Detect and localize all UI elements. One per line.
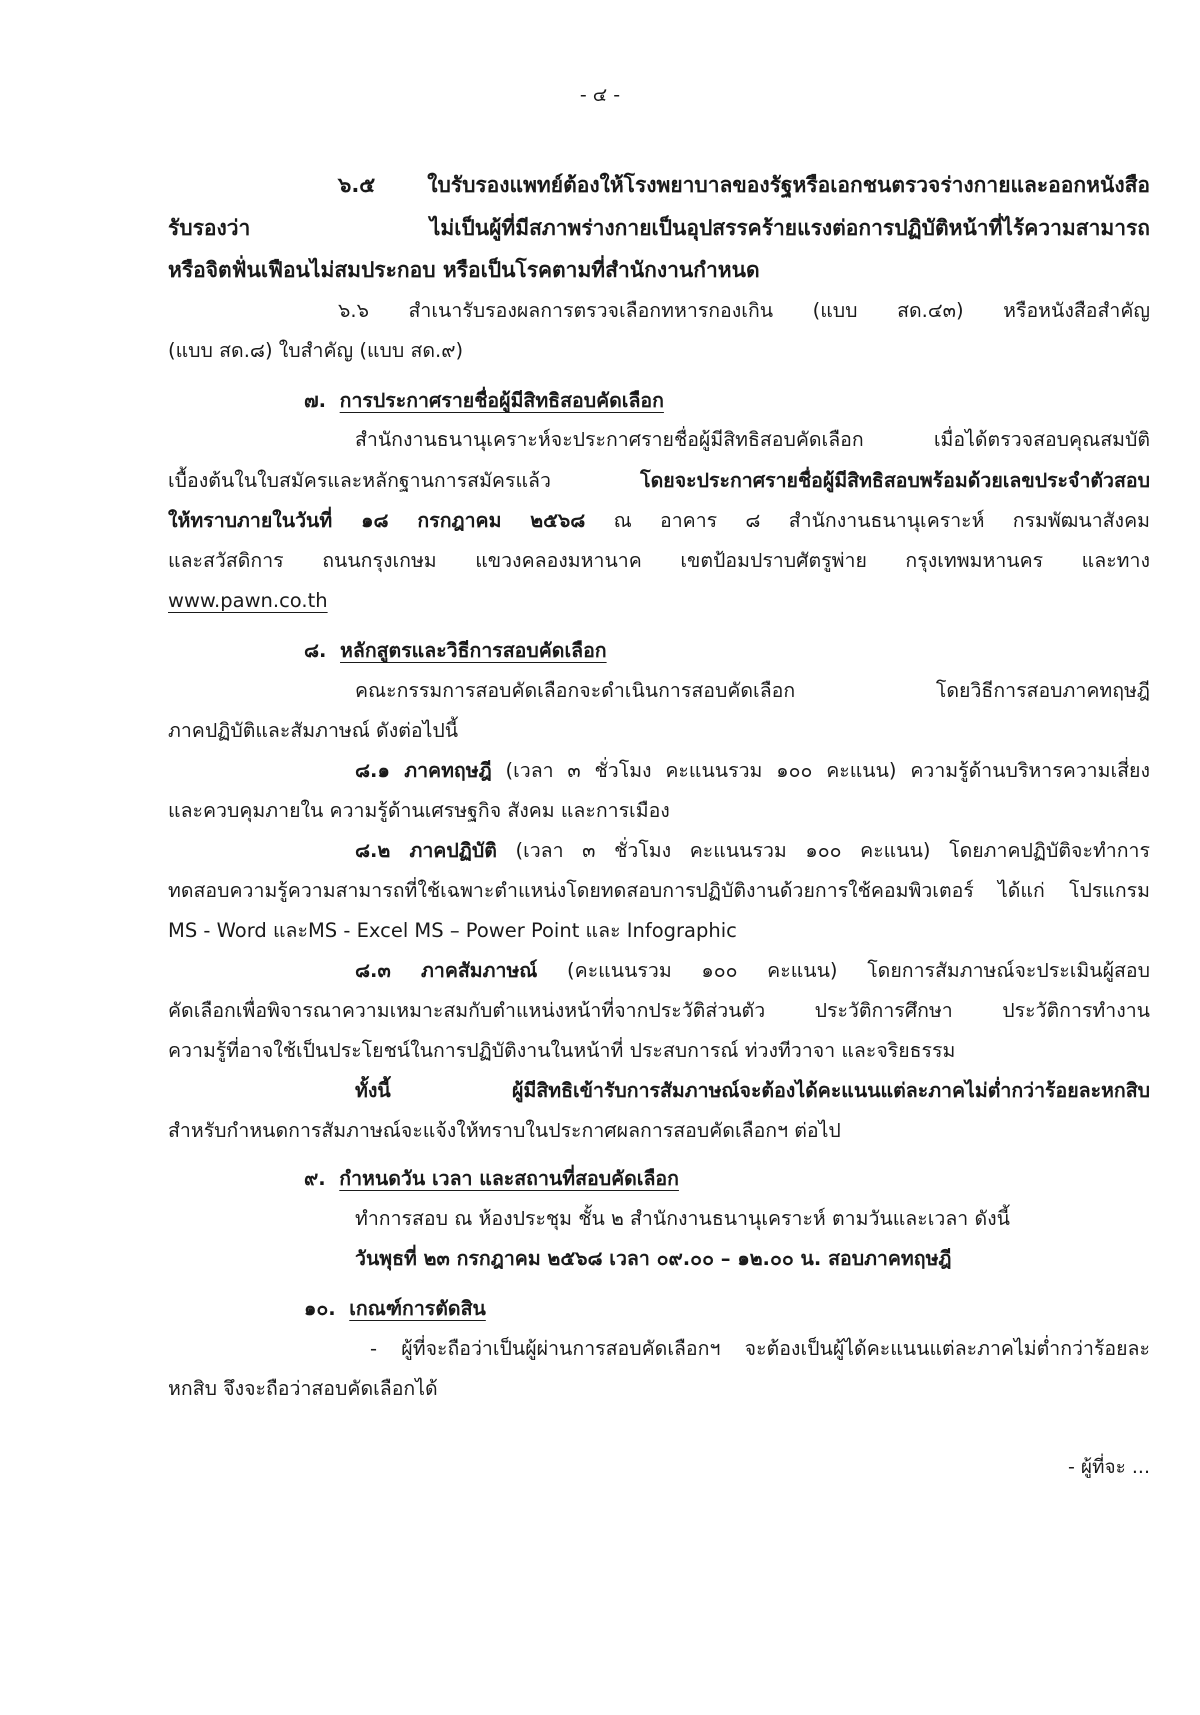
s8-1-line-1 [355,756,1150,786]
s7-line-3-normal: ณ อาคาร ๘ สำนักงานธนานุเคราะห์ กรมพัฒนาสังคม [585,509,1150,532]
s8-1-rest: (เวลา ๓ ชั่วโมง คะแนนรวม ๑๐๐ คะแนน) ความรู้ด้านบริหารความเสี่ยง [491,759,1151,782]
section-10-title: เกณฑ์การตัดสิน [349,1297,486,1320]
section-8-heading [304,636,607,666]
s6-6-line-2: (แบบ สด.๘) ใบสำคัญ (แบบ สด.๙) [168,339,464,362]
s6-5-line-3: หรือจิตฟั่นเฟือนไม่สมประกอบ หรือเป็นโรคตามที่สำนักงานกำหนด [168,258,760,282]
s8-2-rest: (เวลา ๓ ชั่วโมง คะแนนรวม ๑๐๐ คะแนน) โดยภาคปฏิบัติจะทำการ [496,839,1150,862]
s7-line-3-bold: ให้ทราบภายในวันที่ ๑๘ กรกฎาคม ๒๕๖๘ [168,509,586,532]
s8-line-2: ภาคปฏิบัติและสัมภาษณ์ ดังต่อไปนี้ [168,719,459,742]
s8-2-line-1 [355,836,1150,866]
s10-line-2: หกสิบ จึงจะถือว่าสอบคัดเลือกได้ [168,1377,438,1400]
s7-line-1: สำนักงานธนานุเคราะห์จะประกาศรายชื่อผู้มีสิทธิสอบคัดเลือก เมื่อได้ตรวจสอบคุณสมบัติ [355,428,1150,451]
s8-3-line-1 [355,956,1150,986]
s9-exam-date: วันพุธที่ ๒๓ กรกฎาคม ๒๕๖๘ เวลา ๐๙.๐๐ – ๑๒.๐๐ น. สอบภาคทฤษฎี [355,1247,952,1270]
s6-5-line-1: ๖.๕ ใบรับรองแพทย์ต้องให้โรงพยาบาลของรัฐหรือเอกชนตรวจร่างกายและออกหนังสือ [338,173,1150,197]
section-10-number: ๑๐. [304,1297,336,1320]
s7-line-4: และสวัสดิการ ถนนกรุงเกษม แขวงคลองมหานาค เขตป้อมปราบศัตรูพ่าย กรุงเทพมหานคร และทาง [168,549,1150,572]
s6-6-line-1: ๖.๖ สำเนารับรองผลการตรวจเลือกทหารกองเกิน (แบบ สด.๔๓) หรือหนังสือสำคัญ [338,299,1150,322]
section-9-title: กำหนดวัน เวลา และสถานที่สอบคัดเลือก [339,1167,679,1190]
section-7-heading [304,386,664,416]
s9-line-1: ทำการสอบ ณ ห้องประชุม ชั้น ๒ สำนักงานธนานุเคราะห์ ตามวันและเวลา ดังนี้ [355,1207,1010,1230]
section-9-number: ๙. [304,1167,326,1190]
pawn-website-link[interactable]: www.pawn.co.th [168,589,328,612]
section-7-number: ๗. [304,389,327,412]
s7-line-2-bold: โดยจะประกาศรายชื่อผู้มีสิทธิสอบพร้อมด้วยเลขประจำตัวสอบ [640,469,1150,492]
s10-line-1: - ผู้ที่จะถือว่าเป็นผู้ผ่านการสอบคัดเลือกฯ จะต้องเป็นผู้ได้คะแนนแต่ละภาคไม่ต่ำกว่าร้อยละ [370,1337,1150,1360]
s7-line-2 [168,466,1150,496]
section-7-title: การประกาศรายชื่อผู้มีสิทธิสอบคัดเลือก [339,389,664,412]
page-number: - ๔ - [579,84,621,106]
s8-3-line-3: ความรู้ที่อาจใช้เป็นประโยชน์ในการปฏิบัติงานในหน้าที่ ประสบการณ์ ท่วงทีวาจา และจริยธรรม [168,1039,956,1062]
section-8-title: หลักสูตรและวิธีการสอบคัดเลือก [340,639,607,662]
s6-5-line-2: รับรองว่า ไม่เป็นผู้ที่มีสภาพร่างกายเป็นอุปสรรคร้ายแรงต่อการปฏิบัติหน้าที่ไร้ความสามารถ [168,216,1150,240]
section-8-number: ๘. [304,639,327,662]
s8-line-1: คณะกรรมการสอบคัดเลือกจะดำเนินการสอบคัดเลือก โดยวิธีการสอบภาคทฤษฎี [355,679,1150,702]
section-9-heading [304,1164,679,1194]
section-10-heading [304,1294,486,1324]
s8-2-line-3: MS - Word และMS - Excel MS – Power Point และ Infographic [168,919,737,942]
s8-1-title: ๘.๑ ภาคทฤษฎี [355,759,492,782]
page-continuation: - ผู้ที่จะ ... [1067,1456,1150,1478]
s8-3-line-2: คัดเลือกเพื่อพิจารณาความเหมาะสมกับตำแหน่งหน้าที่จากประวัติส่วนตัว ประวัติการศึกษา ประวัติการทำงาน [168,999,1150,1022]
s8-1-line-2: และควบคุมภายใน ความรู้ด้านเศรษฐกิจ สังคม และการเมือง [168,799,670,822]
s8-3-rest: (คะแนนรวม ๑๐๐ คะแนน) โดยการสัมภาษณ์จะประเมินผู้สอบ [537,959,1150,982]
s7-line-3 [168,506,1150,536]
s8-3-title: ๘.๓ ภาคสัมภาษณ์ [355,959,538,982]
s8-2-line-2: ทดสอบความรู้ความสามารถที่ใช้เฉพาะตำแหน่งโดยทดสอบการปฏิบัติงานด้วยการใช้คอมพิวเตอร์ ได้แก่ โปรแกรม [168,879,1150,902]
s8-note-line-1: ทั้งนี้ ผู้มีสิทธิเข้ารับการสัมภาษณ์จะต้องได้คะแนนแต่ละภาคไม่ต่ำกว่าร้อยละหกสิบ [355,1079,1150,1102]
s7-line-2-normal: เบื้องต้นในใบสมัครและหลักฐานการสมัครแล้ว [168,469,641,492]
s8-note-line-2: สำหรับกำหนดการสัมภาษณ์จะแจ้งให้ทราบในประกาศผลการสอบคัดเลือกฯ ต่อไป [168,1119,841,1142]
s8-2-title: ๘.๒ ภาคปฏิบัติ [355,839,497,862]
